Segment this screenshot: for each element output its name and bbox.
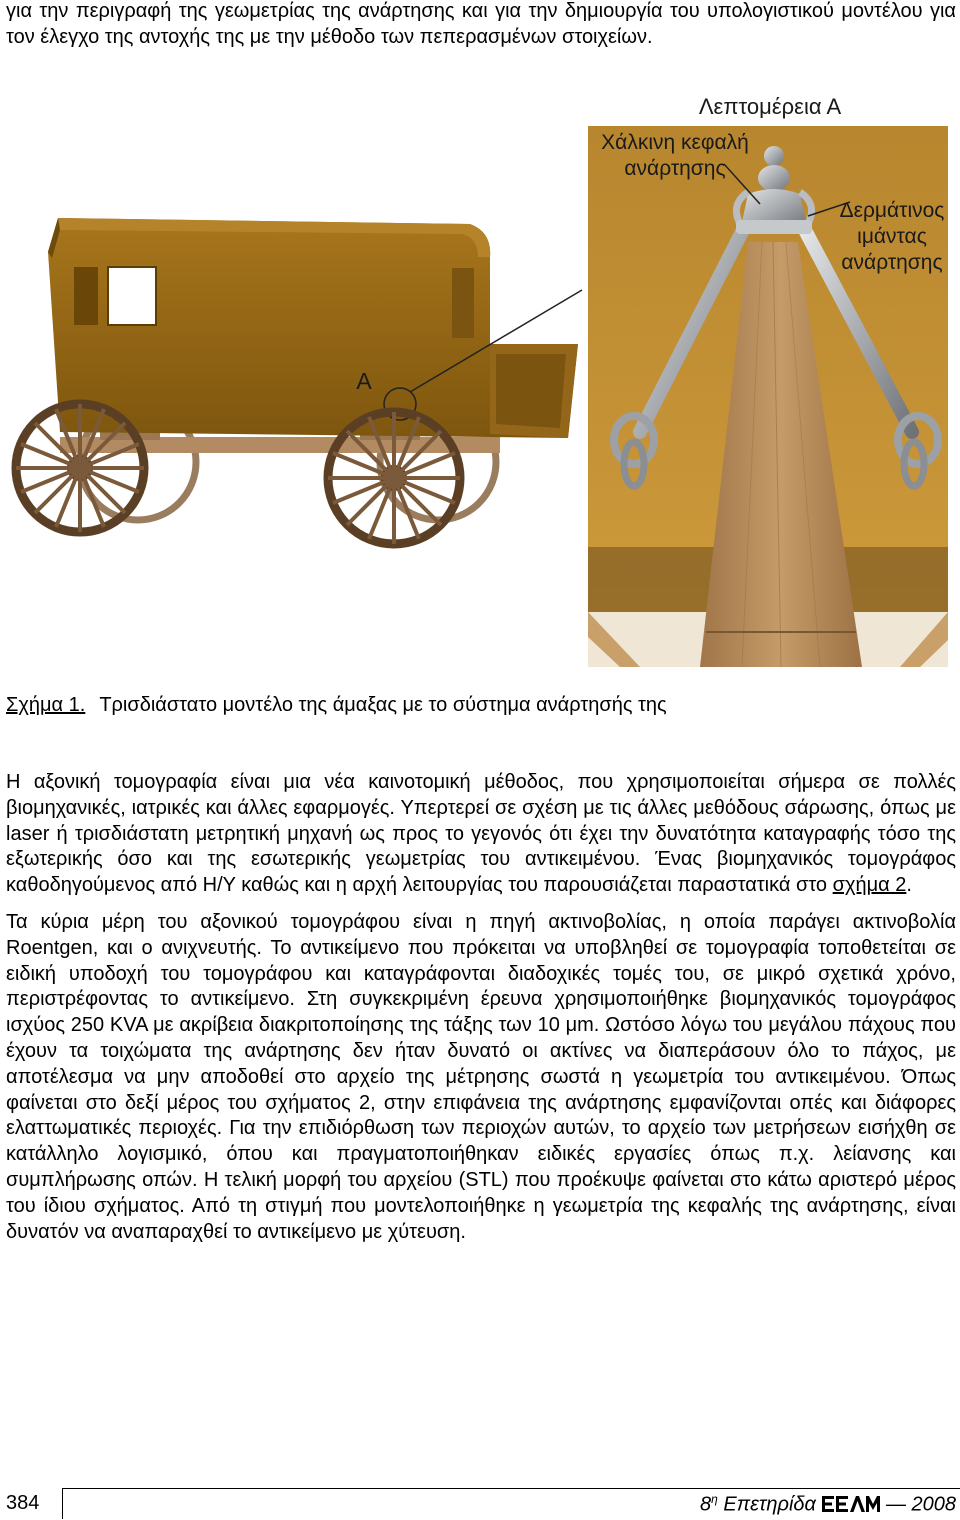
wagon-model [16,218,582,544]
label-point-a: Α [356,368,372,394]
page-number: 384 [6,1492,40,1514]
eedm-logo [820,1494,880,1520]
body-text [6,770,956,1256]
detail-a-title: Λεπτομέρεια Α [698,94,842,119]
footer-divider [62,1488,63,1519]
caption-text: Τρισδιάστατο μοντέλο της άμαξας με το σύστημα ανάρτησής της [99,694,667,716]
label-leather-strap: Δερμάτινος ιμάντας ανάρτησης [839,199,945,274]
figure-2-link[interactable]: σχήμα 2 [832,874,907,897]
label-bronze-head: Χάλκινη κεφαλή ανάρτησης [601,131,749,180]
figure-caption [6,692,956,718]
annual-title: $8^\eta$ Επετηρίδα — 2008 [700,1492,956,1520]
intro-paragraph: για την περιγραφή της γεωμετρίας της ανάρτησης και για την δημιουργία του υπολογιστικού μοντέλου για τον έλεγχο της αντοχής της με την μέθοδο των πεπερασμένων στοιχείων. [6,0,956,48]
body-paragraph-2: Τα κύρια μέρη του αξονικού τομογράφου είναι η πηγή ακτινοβολίας, η οποία παράγει ακτινοβολία Roentgen, και ο ανιχνευτής. Το αντικείμενο που πρόκειται να υποβληθεί σε τομογραφία τοποθετείται σε ειδική υποδοχή του τομογράφου και καταγράφονται διαδοχικές τομές του, σε μικρό σχετικά χρόνο, περιστρέφοντας το αντικείμενο. Στη συγκεκριμένη έρευνα χρησιμοποιήθηκε βιομηχανικός τομογράφος ισχύος 250 KVA με ακρίβεια διακριτοποίησης της τάξης των 10 μm. Ωστόσο λόγω του μεγάλου πάχους που έχουν τα τοιχώματα της ανάρτησης δεν ήταν δυνατό οι ακτίνες να διαπεράσουν όλο το πάχος, με αποτέλεσμα να μην αποδοθεί στο αρχείο της μέτρησης σωστά η γεωμετρία του αντικειμένου. Όπως φαίνεται στο δεξί μέρος του σχήματος 2, στην επιφάνεια της ανάρτησης εμφανίζονται οπές και διάφορες ελαττωματικές περιοχές. Για την επιδιόρθωση των περιοχών αυτών, το αρχείο των μετρήσεων εισήχθη σε κατάλληλο λογισμικό, όπου και πραγματοποιήθηκαν ειδικές εργασίες όπως π.χ. λείανσης και συμπλήρωσης οπών. Η τελική μορφή του αρχείου (STL) που προέκυψε φαίνεται στο κάτω αριστερό μέρος του ίδιου σχήματος. Από τη στιγμή που μοντελοποιήθηκε η γεωμετρία της κεφαλής της ανάρτησης, είναι δυνατόν να αναπαραχθεί το αντικείμενο με χύτευση. [6,910,956,1243]
caption-number: Σχήμα 1. [6,694,86,716]
figure-1 [0,92,960,672]
page-footer [0,1488,960,1519]
figure-illustration [0,92,960,672]
body-paragraph-1: Η αξονική τομογραφία είναι μια νέα καινοτομική μέθοδος, που χρησιμοποιείται σήμερα σε πολλές βιομηχανικές, ιατρικές και άλλες εφαρμογές. Υπερτερεί σε σχέση με τις άλλες μεθόδους σάρωσης, όπως με laser ή τρισδιάστατη μετρητική μηχανή ως προς το γεγονός ότι έχει την δυνατότητα καταγραφής τόσο της εξωτερικής όσο και της εσωτερικής γεωμετρίας του αντικειμένου. Ένας βιομηχανικός τομογράφος καθοδηγούμενος από Η/Υ καθώς και η αρχή λειτουργίας του παρουσιάζεται παραστατικά στο σχήμα 2. [6,771,956,897]
footer-rule [62,1488,960,1489]
